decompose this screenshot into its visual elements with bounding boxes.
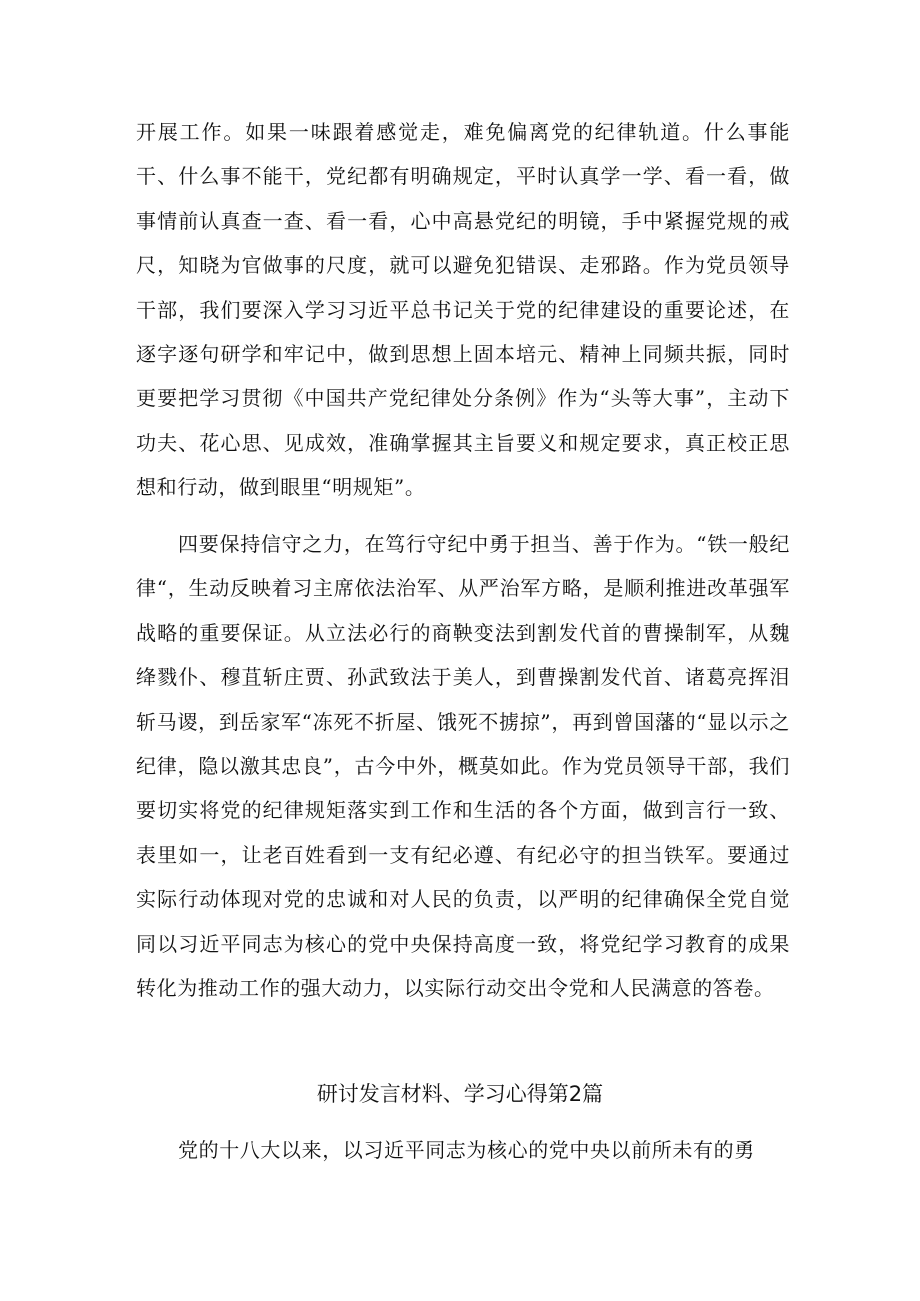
section-heading: 研讨发言材料、学习心得第2篇 <box>316 1082 604 1106</box>
body-paragraph: 开展工作。如果一味跟着感觉走，难免偏离党的纪律轨道。什么事能干、什么事不能干，党纪都有明确规定，平时认真学一学、看一看，做事情前认真查一查、看一看，心中高悬党纪的明镜，手中紧握党规的戒尺，知晓为官做事的尺度，就可以避免犯错误、走邪路。作为党员领导干部，我们要深入学习习近平总书记关于党的纪律建设的重要论述，在逐字逐句研学和牢记中，做到思想上固本培元、精神上同频共振，同时更要把学习贯彻《中国共产党纪律处分条例》作为“头等大事”，主动下功夫、花心思、见成效，准确掌握其主旨要义和规定要求，真正校正思想和行动，做到眼里“明规矩”。 <box>136 120 790 500</box>
body-paragraph: 党的十八大以来，以习近平同志为核心的党中央以前所未有的勇 <box>178 1138 755 1162</box>
body-paragraph: 四要保持信守之力，在笃行守纪中勇于担当、善于作为。“铁一般纪律“，生动反映着习主席依法治军、从严治军方略，是顺利推进改革强军战略的重要保证。从立法必行的商鞅变法到割发代首的曹操制军，从魏绛戮仆、穆苴斩庄贾、孙武致法于美人，到曹操割发代首、诸葛亮挥泪斩马谡，到岳家军“冻死不折屋、饿死不掳掠”，再到曾国藩的“显以示之纪律，隐以激其忠良”，古今中外，概莫如此。作为党员领导干部，我们要切实将党的纪律规矩落实到工作和生活的各个方面，做到言行一致、表里如一，让老百姓看到一支有纪必遵、有纪必守的担当铁军。要通过实际行动体现对党的忠诚和对人民的负责，以严明的纪律确保全党自觉同以习近平同志为核心的党中央保持高度一致，将党纪学习教育的成果转化为推动工作的强大动力，以实际行动交出令党和人民满意的答卷。 <box>136 532 790 1001</box>
